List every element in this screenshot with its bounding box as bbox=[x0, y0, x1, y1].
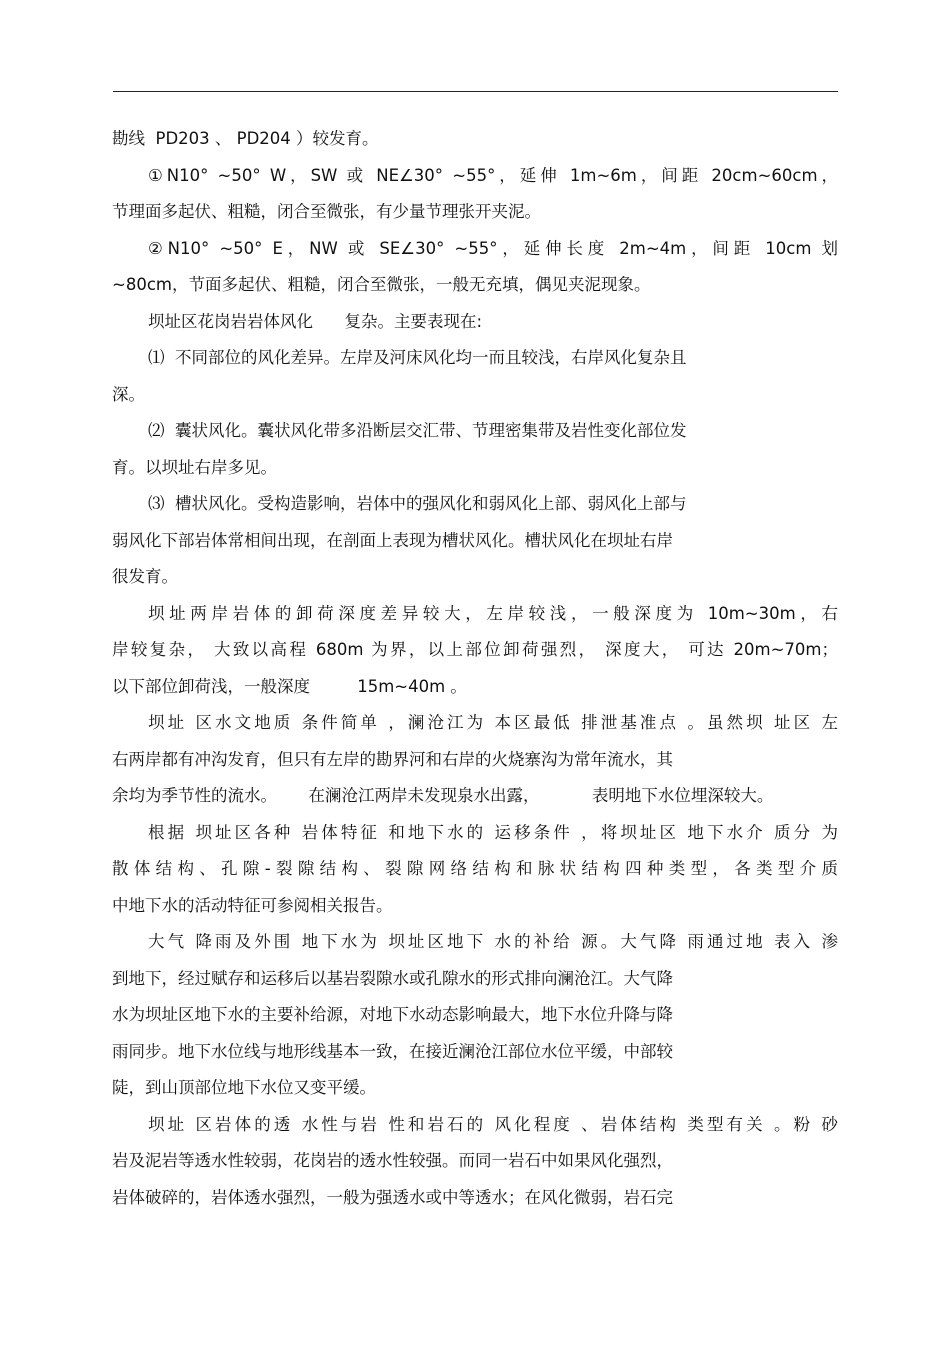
text-line: 中地下水的活动特征可参阅相关报告。 bbox=[112, 895, 393, 915]
text-line: ①N10° ~50° W，SW 或 NE∠30° ~55°，延伸 1m~6m，间距 20cm~60cm， bbox=[148, 165, 838, 185]
text-line: 深。 bbox=[112, 384, 145, 404]
text-line: 根据 坝址区各种 岩体特征 和地下水的 运移条件 ，将坝址区 地下水介 质分 为 bbox=[148, 822, 838, 842]
text-line: ~80cm，节面多起伏、粗糙，闭合至微张，一般无充填，偶见夹泥现象。 bbox=[112, 275, 651, 294]
text-line: 岩体破碎的，岩体透水强烈，一般为强透水或中等透水；在风化微弱，岩石完 bbox=[112, 1187, 673, 1207]
header-rule bbox=[113, 91, 838, 92]
text-line: 勘线 PD203 、 PD204 ）较发育。 bbox=[112, 129, 379, 148]
text-line: ⑵ 囊状风化。囊状风化带多沿断层交汇带、节理密集带及岩性变化部位发 bbox=[148, 421, 687, 440]
text-line: 以下部位卸荷浅，一般深度 15m~40m 。 bbox=[112, 676, 467, 696]
text-line: 余均为季节性的流水。 在澜沧江两岸未发现泉水出露， 表明地下水位埋深较大。 bbox=[112, 786, 774, 805]
text-line: 右两岸都有冲沟发育，但只有左岸的勘界河和右岸的火烧寨沟为常年流水，其 bbox=[112, 749, 673, 769]
text-line: 到地下，经过赋存和运移后以基岩裂隙水或孔隙水的形式排向澜沧江。大气降 bbox=[112, 968, 673, 988]
text-line: 雨同步。地下水位线与地形线基本一致，在接近澜沧江部位水位平缓，中部较 bbox=[112, 1041, 673, 1061]
text-line: 坝址 区水文地质 条件简单 ，澜沧江为 本区最低 排泄基准点 。虽然坝 址区 左 bbox=[148, 713, 838, 732]
text-line: 坝址 区岩体的透 水性与岩 性和岩石的 风化程度 、岩体结构 类型有关 。粉 砂 bbox=[148, 1114, 838, 1134]
text-line: ⑴ 不同部位的风化差异。左岸及河床风化均一而且较浅，右岸风化复杂且 bbox=[148, 348, 687, 367]
text-line: 水为坝址区地下水的主要补给源，对地下水动态影响最大，地下水位升降与降 bbox=[112, 1005, 673, 1024]
text-line: 岸较复杂， 大致以高程 680m 为界，以上部位卸荷强烈， 深度大， 可达 20m~70m； bbox=[112, 640, 838, 659]
text-line: ②N10° ~50° E，NW 或 SE∠30° ~55°，延伸长度 2m~4m，间距 10cm 划 bbox=[148, 238, 838, 258]
text-line: 坝址两岸岩体的卸荷深度差异较大，左岸较浅，一般深度为 10m~30m，右 bbox=[148, 603, 838, 623]
text-line: 很发育。 bbox=[112, 567, 178, 586]
text-line: 散体结构、孔隙-裂隙结构、裂隙网络结构和脉状结构四种类型，各类型介质 bbox=[112, 859, 838, 878]
text-line: 育。以坝址右岸多见。 bbox=[112, 457, 277, 477]
text-line: 陡，到山顶部位地下水位又变平缓。 bbox=[112, 1078, 376, 1097]
text-line: 大气 降雨及外围 地下水为 坝址区地下 水的补给 源。大气降 雨通过地 表入 渗 bbox=[148, 932, 838, 951]
document-body bbox=[112, 121, 838, 1216]
text-line: 弱风化下部岩体常相间出现，在剖面上表现为槽状风化。槽状风化在坝址右岸 bbox=[112, 530, 673, 550]
text-line: 岩及泥岩等透水性较弱，花岗岩的透水性较强。而同一岩石中如果风化强烈， bbox=[112, 1151, 673, 1170]
text-line: 坝址区花岗岩岩体风化 复杂。主要表现在: bbox=[148, 311, 483, 331]
text-line: 节理面多起伏、粗糙，闭合至微张，有少量节理张开夹泥。 bbox=[112, 202, 541, 221]
text-line: ⑶ 槽状风化。受构造影响，岩体中的强风化和弱风化上部、弱风化上部与 bbox=[148, 494, 687, 513]
